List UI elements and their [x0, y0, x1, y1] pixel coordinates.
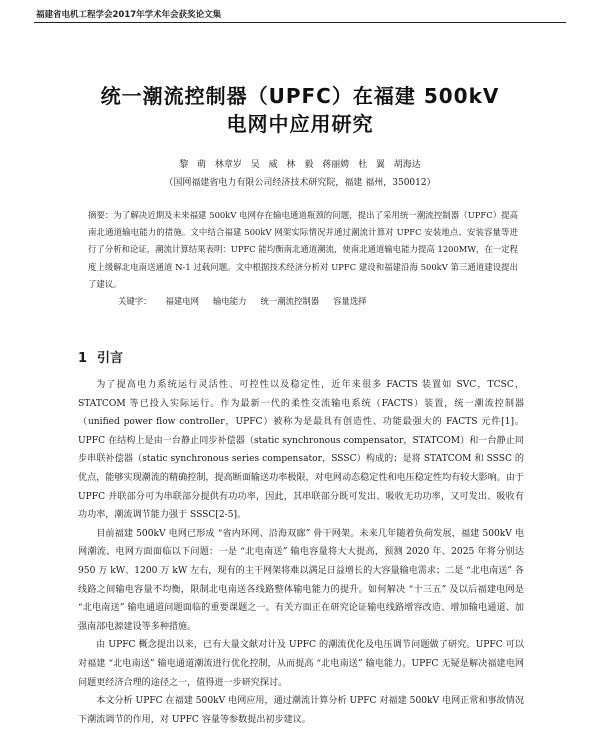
body-paragraph: 为了提高电力系统运行灵活性、可控性以及稳定性，近年来很多 FACTS 装置如 SVC，TCSC，STATCOM 等已投入实际运行。作为最新一代的柔性交流输电系统（FACTS）装置，统一潮流控制器（unified power flow controller，UPFC）被称为是最具有创造性、功能最强大的 FACTS 元件[1]。UPFC 在结构上是由一台静止同步补偿器（static synchronous compensator，STATCOM）和一台静止同步串联补偿器（static synchronous series compensator，SSSC）构成的；是将 STATCOM 和 SSSC 的优点，能够实现潮流的精确控制，提高断面输送功率极限，对电网动态稳定性和电压稳定性均有较大影响。由于 UPFC 并联部分可为串联部分提供有功功率，因此，其串联部分既可发出、吸收无功功率，又可发出、吸收有功功率，潮流调节能力强于 SSSC[2-5]。	[78, 380, 524, 521]
abstract-text: 摘要：为了解决近期及未来福建 500kV 电网存在输电通道瓶颈的问题，提出了采用统一潮流控制器（UPFC）提高南北通道输电能力的措施。文中结合福建 500kV 网架实际情况并通过潮流计算对 UPFC 安装地点、安装容量等进行了分析和论证，潮流计算结果表明：UPFC 能均衡南北通道潮流，使南北通道输电能力提高 1200MW，在一定程度上缓解北电南送通道 N-1 过载问题。文中根据技术经济分析对 UPFC 建设和福建沿海 500kV 第三通道建设提出了建议。	[88, 210, 518, 289]
body-paragraph: 由 UPFC 概念提出以来，已有大量文献对计及 UPFC 的潮流优化及电压调节问题做了研究。UPFC 可以对福建 “北电南送” 输电通道潮流进行优化控制，从而提高 “北电南送” 输电能力。UPFC 无疑是解决福建电网问题更经济合理的途径之一，值得进一步研究探讨。	[78, 640, 524, 688]
abstract	[88, 207, 518, 293]
body-paragraph: 本文分析 UPFC 在福建 500kV 电网应用，通过潮流计算分析 UPFC 对福建 500kV 电网正常和事故情况下潮流调节的作用，对 UPFC 容量等参数提出初步建议。	[78, 696, 524, 725]
keyword: 统一潮流控制器	[260, 296, 320, 306]
header-rule	[34, 22, 566, 23]
author-list: 黎 萌 林章岁 吴 威 林 毅 蒋丽娉 杜 翼 胡海达	[179, 160, 421, 170]
paper-title-line-2: 电网中应用研究	[226, 112, 374, 136]
section-heading	[78, 347, 133, 366]
paper-title-line-1: 统一潮流控制器（UPFC）在福建 500kV	[100, 84, 500, 108]
keyword: 福建电网	[165, 296, 199, 306]
keywords-label: 关键字：	[118, 296, 152, 306]
body-paragraph: 目前福建 500kV 电网已形成 “省内环网、沿海双廊” 骨干网架。未来几年随着负荷发展，福建 500kV 电网潮流、电网方面面临以下问题：一是 “北电南送” 输电容量将大大提高，预测 2020 年、2025 年将分别达 950 万 kW、1200 万 kW 左右，现有的主干网架将难以满足日益增长的大容量输电需求；二是 “北电南送” 各线路之间输电容量不均衡，限制北电南送各线路整体输电能力的提升。如何解决 “十三五” 及以后福建电网是 “北电南送” 输电通道问题面临的重要课题之一。有关方面正在研究论证输电线路增容改造、增加输电通道、加强南部电源建设等多种措施。	[78, 528, 524, 632]
keyword: 容量选择	[333, 296, 367, 306]
keyword: 输电能力	[213, 296, 247, 306]
section-title: 引言	[97, 351, 124, 366]
author-affiliation: （国网福建省电力有限公司经济技术研究院，福建 福州，350012）	[164, 178, 436, 188]
section-body	[78, 376, 524, 729]
keywords	[118, 295, 381, 307]
running-header: 福建省电机工程学会2017年学术年会获奖论文集	[36, 10, 222, 20]
section-number: 1	[78, 351, 88, 366]
